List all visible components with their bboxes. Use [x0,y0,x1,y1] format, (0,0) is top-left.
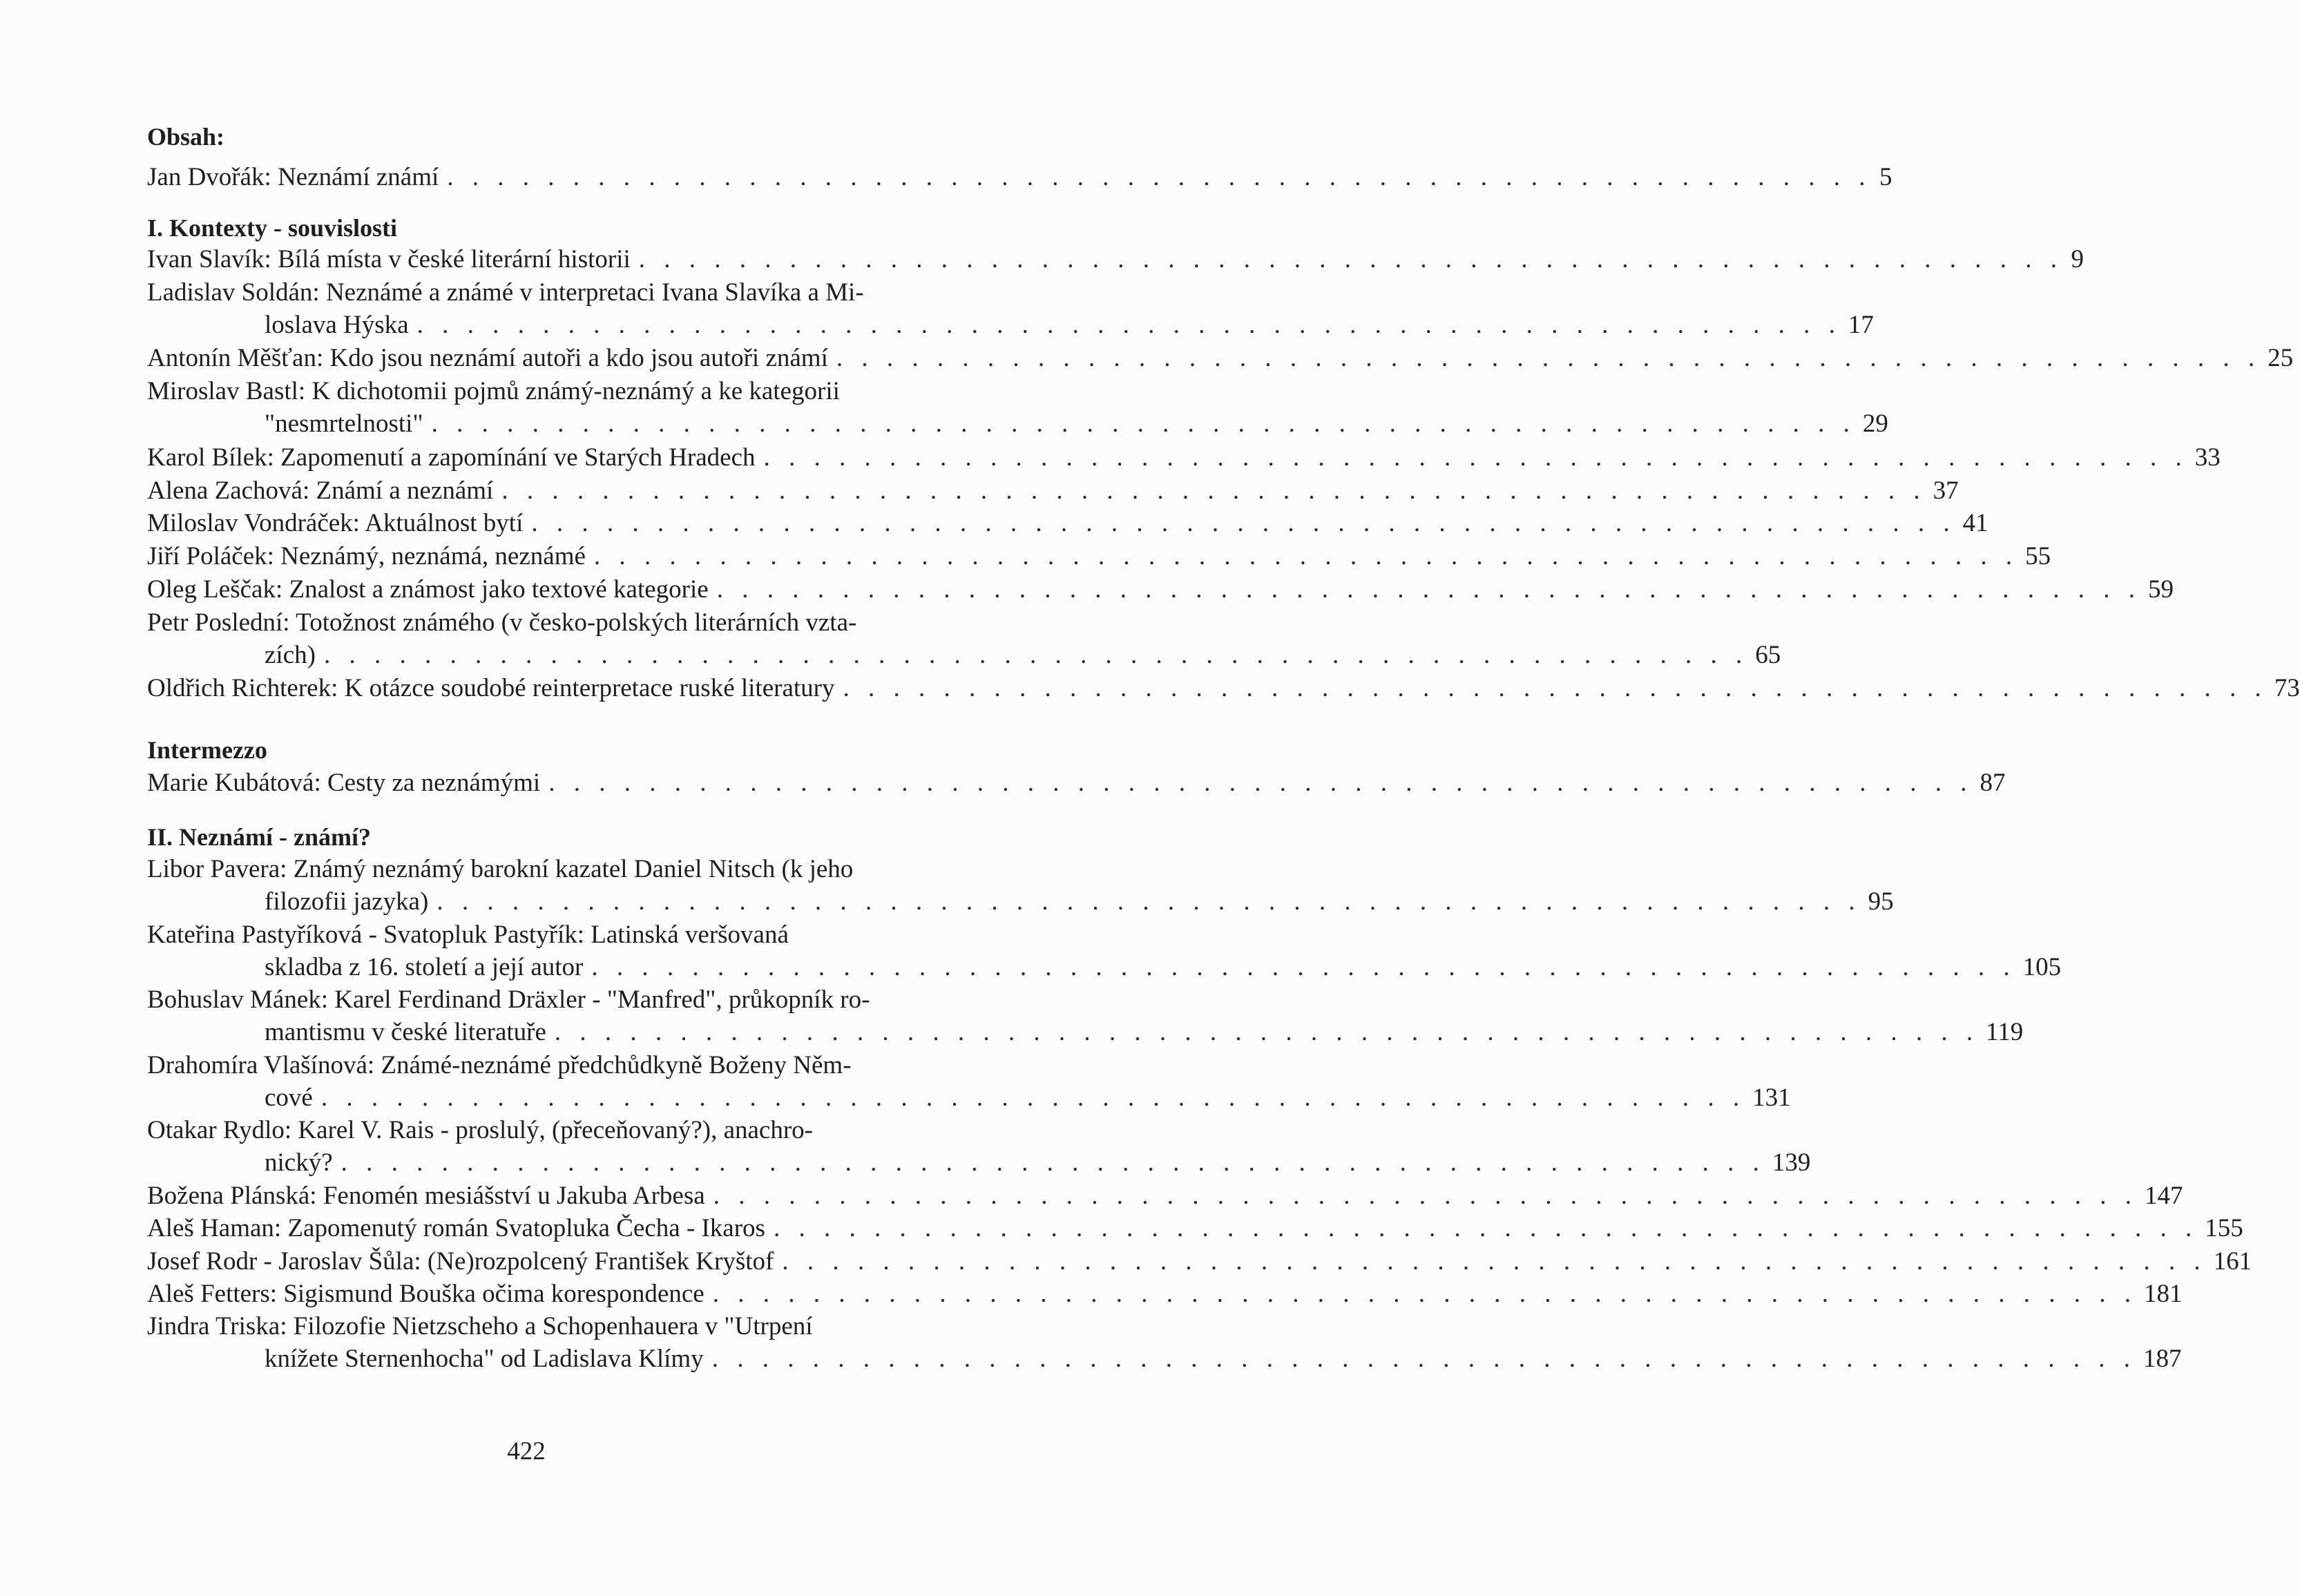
entry-text: Drahomíra Vlašínová: Známé-neznámé předchůdkyně Boženy Něm- [147,1051,852,1079]
entry-text: Petr Poslední: Totožnost známého (v česko-polských literárních vzta- [147,608,857,637]
entry-page-number: 161 [2213,1247,2252,1276]
entry-page-number: 131 [1752,1084,1791,1112]
entry-text: loslava Hýska [265,311,409,339]
entry-text: Karol Bílek: Zapomenutí a zapomínání ve Starých Hradech [147,443,756,472]
dot-leader: . . . . . . . . . . . . . . . . . . . . . . . . . . . . . . . . . . . . . . . . . . . . . . . . . . . . . . . . . [531,509,1956,537]
toc-entry [147,573,2174,606]
dot-leader: . . . . . . . . . . . . . . . . . . . . . . . . . . . . . . . . . . . . . . . . . . . . . . . . . . . . . . . . . [836,344,2261,372]
entry-text: Jan Dvořák: Neznámí známí [147,163,439,191]
dot-leader: . . . . . . . . . . . . . . . . . . . . . . . . . . . . . . . . . . . . . . . . . . . . . . . . . . . . . . . . . [843,674,2268,702]
page-number: 422 [507,1437,546,1465]
dot-leader: . . . . . . . . . . . . . . . . . . . . . . . . . . . . . . . . . . . . . . . . . . . . . . . . . . . . . . . . . [773,1214,2198,1242]
entry-text: Jindra Triska: Filozofie Nietzscheho a Schopenhauera v "Utrpení [147,1312,813,1340]
entry-text: Otakar Rydlo: Karel V. Rais - proslulý, (přeceňovaný?), anachro- [147,1116,813,1144]
toc-entry [147,1212,2243,1244]
entry-page-number: 95 [1868,887,1894,916]
toc-entry [147,919,2062,983]
entry-page-number: 65 [1755,641,1781,669]
toc-entry [147,1180,2183,1212]
dot-leader: . . . . . . . . . . . . . . . . . . . . . . . . . . . . . . . . . . . . . . . . . . . . . . . . . . . . . . . . . [782,1247,2207,1276]
dot-leader: . . . . . . . . . . . . . . . . . . . . . . . . . . . . . . . . . . . . . . . . . . . . . . . . . . . . . . . . . [323,641,1749,669]
entry-text: nický? [265,1148,333,1177]
entry-text: "nesmrtelnosti" [265,410,423,438]
toc-entry [147,853,1894,918]
entry-text: Antonín Měšťan: Kdo jsou neznámí autoři a kdo jsou autoři známí [147,344,828,372]
entry-text: Jiří Poláček: Neznámý, neznámá, neznámé [147,542,586,570]
entry-page-number: 37 [1933,477,1959,505]
dot-leader: . . . . . . . . . . . . . . . . . . . . . . . . . . . . . . . . . . . . . . . . . . . . . . . . . . . . . . . . . [593,542,2019,570]
entry-text: Oleg Leščak: Znalost a známost jako textové kategorie [147,575,709,604]
entry-text: Božena Plánská: Fenomén mesiášství u Jakuba Arbesa [147,1182,705,1210]
toc-entry [147,1278,2183,1310]
entry-page-number: 87 [1980,769,2006,797]
entry-page-number: 187 [2143,1345,2182,1373]
dot-leader: . . . . . . . . . . . . . . . . . . . . . . . . . . . . . . . . . . . . . . . . . . . . . . . . . . . . . . . . . [431,410,1856,438]
dot-leader: . . . . . . . . . . . . . . . . . . . . . . . . . . . . . . . . . . . . . . . . . . . . . . . . . . . . . . . . . [713,1182,2138,1210]
entry-text: skladba z 16. století a její autor [265,953,584,981]
dot-leader: . . . . . . . . . . . . . . . . . . . . . . . . . . . . . . . . . . . . . . . . . . . . . . . . . . . . . . . . . [437,887,1861,916]
entry-text: Alena Zachová: Známí a neznámí [147,477,494,505]
dot-leader: . . . . . . . . . . . . . . . . . . . . . . . . . . . . . . . . . . . . . . . . . . . . . . . . . . . . . . . . . [416,311,1841,339]
entry-page-number: 59 [2147,575,2174,604]
toc-entry [147,161,1892,193]
toc-entry [147,507,1988,539]
entry-text: Josef Rodr - Jaroslav Šůla: (Ne)rozpolcený František Kryštof [147,1247,774,1276]
dot-leader: . . . . . . . . . . . . . . . . . . . . . . . . . . . . . . . . . . . . . . . . . . . . . . . . . . . . . . . . . [341,1148,1765,1177]
dot-leader: . . . . . . . . . . . . . . . . . . . . . . . . . . . . . . . . . . . . . . . . . . . . . . . . . . . . . . . . . [711,1345,2136,1373]
toc-entry [147,276,1874,341]
toc-entry [147,1049,1791,1114]
section-heading: Intermezzo [147,736,267,764]
section-heading: I. Kontexty - souvislosti [147,214,398,242]
entry-text: Libor Pavera: Známý neznámý barokní kazatel Daniel Nitsch (k jeho [147,855,854,883]
entry-page-number: 9 [2071,245,2085,273]
entry-text: Bohuslav Mánek: Karel Ferdinand Dräxler - "Manfred", průkopník ro- [147,986,870,1014]
entry-text: Ivan Slavík: Bílá místa v české literární historii [147,245,631,273]
entry-text: Kateřina Pastyříková - Svatopluk Pastyřík: Latinská veršovaná [147,921,789,949]
entry-text: Oldřich Richterek: K otázce soudobé reinterpretace ruské literatury [147,674,835,702]
toc-entry [147,983,2024,1048]
toc-entry [147,606,1781,671]
entry-page-number: 25 [2268,344,2294,372]
toc-entry [147,474,1959,507]
dot-leader: . . . . . . . . . . . . . . . . . . . . . . . . . . . . . . . . . . . . . . . . . . . . . . . . . . . . . . . . . [554,1018,1980,1046]
toc-entry [147,342,2294,374]
dot-leader: . . . . . . . . . . . . . . . . . . . . . . . . . . . . . . . . . . . . . . . . . . . . . . . . . . . . . . . . . [447,163,1872,191]
dot-leader: . . . . . . . . . . . . . . . . . . . . . . . . . . . . . . . . . . . . . . . . . . . . . . . . . . . . . . . . . [591,953,2016,981]
entry-page-number: 29 [1862,410,1888,438]
toc-entry [147,767,2006,799]
toc-entry [147,540,2051,573]
entry-page-number: 5 [1879,163,1892,191]
entry-page-number: 105 [2022,953,2062,981]
entry-page-number: 181 [2143,1280,2183,1308]
entry-page-number: 55 [2025,542,2051,570]
entry-text: zích) [265,641,316,669]
dot-leader: . . . . . . . . . . . . . . . . . . . . . . . . . . . . . . . . . . . . . . . . . . . . . . . . . . . . . . . . . [548,769,1973,797]
dot-leader: . . . . . . . . . . . . . . . . . . . . . . . . . . . . . . . . . . . . . . . . . . . . . . . . . . . . . . . . . [638,245,2064,273]
entry-text: Miloslav Vondráček: Aktuálnost bytí [147,509,524,537]
entry-page-number: 73 [2274,674,2300,702]
entry-page-number: 41 [1962,509,1988,537]
toc-title: Obsah: [147,123,225,151]
entry-text: Aleš Fetters: Sigismund Bouška očima korespondence [147,1280,705,1308]
dot-leader: . . . . . . . . . . . . . . . . . . . . . . . . . . . . . . . . . . . . . . . . . . . . . . . . . . . . . . . . . [716,575,2141,604]
entry-page-number: 119 [1986,1018,2024,1046]
entry-text: cové [265,1084,313,1112]
dot-leader: . . . . . . . . . . . . . . . . . . . . . . . . . . . . . . . . . . . . . . . . . . . . . . . . . . . . . . . . . [763,443,2188,472]
entry-text: Marie Kubátová: Cesty za neznámými [147,769,541,797]
entry-page-number: 33 [2194,443,2221,472]
entry-text: Miroslav Bastl: K dichotomii pojmů známý-neznámý a ke kategorii [147,377,840,405]
entry-page-number: 147 [2144,1182,2183,1210]
toc-entry [147,441,2221,474]
dot-leader: . . . . . . . . . . . . . . . . . . . . . . . . . . . . . . . . . . . . . . . . . . . . . . . . . . . . . . . . . [320,1084,1746,1112]
dot-leader: . . . . . . . . . . . . . . . . . . . . . . . . . . . . . . . . . . . . . . . . . . . . . . . . . . . . . . . . . [712,1280,2137,1308]
entry-page-number: 139 [1772,1148,1811,1177]
entry-page-number: 155 [2205,1214,2243,1242]
section-heading: II. Neznámí - známí? [147,823,371,851]
toc-entry [147,1310,2182,1375]
toc-entry [147,375,1888,440]
entry-text: Aleš Haman: Zapomenutý román Svatopluka Čecha - Ikaros [147,1214,765,1242]
entry-text: knížete Sternenhocha" od Ladislava Klímy [265,1345,704,1373]
toc-entry [147,1114,1811,1179]
entry-text: mantismu v české literatuře [265,1018,546,1046]
entry-text: filozofii jazyka) [265,887,429,916]
entry-text: Ladislav Soldán: Neznámé a známé v interpretaci Ivana Slavíka a Mi- [147,278,864,307]
dot-leader: . . . . . . . . . . . . . . . . . . . . . . . . . . . . . . . . . . . . . . . . . . . . . . . . . . . . . . . . . [501,477,1926,505]
entry-page-number: 17 [1848,311,1874,339]
toc-entry [147,672,2300,704]
toc-entry [147,243,2085,276]
toc-entry [147,1245,2252,1278]
